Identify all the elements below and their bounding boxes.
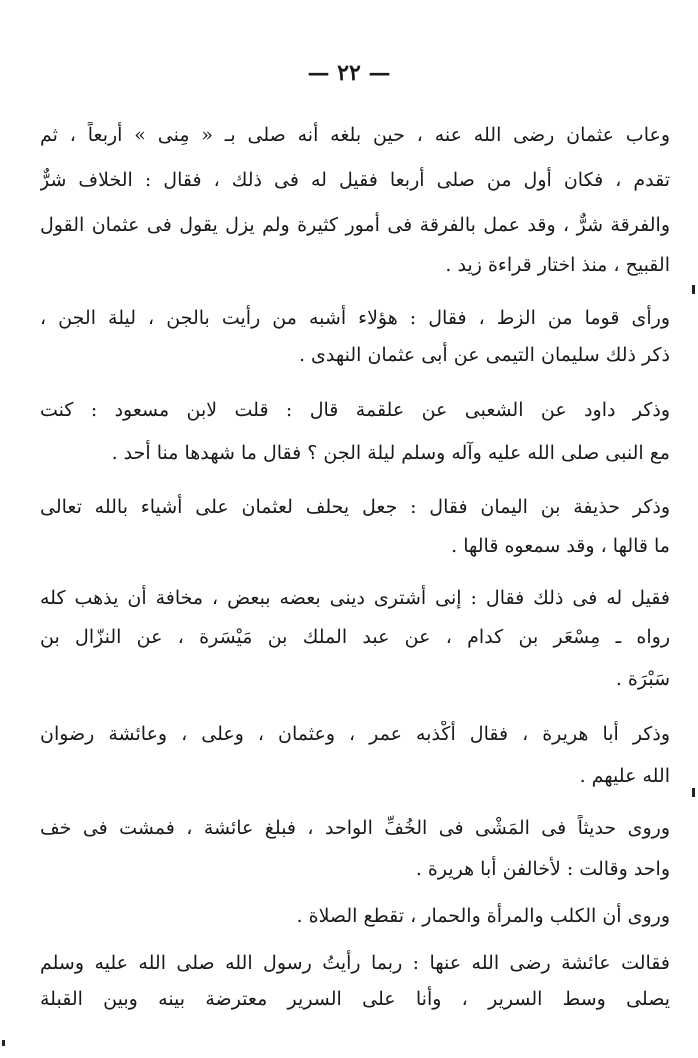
text-line: فقالت عائشة رضى الله عنها : ربما رأيتُ رسول الله صلى الله عليه وسلم — [40, 952, 670, 974]
text-line: واحد وقالت : لأخالفن أبا هريرة . — [415, 858, 670, 880]
text-line: وعاب عثمان رضى الله عنه ، حين بلغه أنه صلى بـ « مِنى » أربعاً ، ثم — [40, 124, 670, 146]
text-line: فقيل له فى ذلك فقال : إنى أشترى دينى بعضه ببعض ، مخافة أن يذهب كله — [40, 587, 670, 609]
text-line: مع النبى صلى الله عليه وآله وسلم ليلة الجن ؟ فقال ما شهدها منا أحد . — [111, 442, 670, 464]
text-line: تقدم ، فكان أول من صلى أربعا فقيل له فى ذلك ، فقال : الخلاف شرٌّ — [40, 169, 670, 191]
text-line: وروى أن الكلب والمرأة والحمار ، تقطع الصلاة . — [296, 905, 670, 927]
text-line: ورأى قوما من الزط ، فقال : هؤلاء أشبه من رأيت بالجن ، ليلة الجن ، — [40, 307, 670, 329]
text-line: والفرقة شرٌّ ، وقد عمل بالفرقة فى أمور كثيرة ولم يزل يقول فى عثمان القول — [40, 214, 670, 236]
text-line: يصلى وسط السرير ، وأنا على السرير معترضة بينه وبين القبلة — [40, 988, 670, 1010]
text-line: الله عليهم . — [579, 765, 670, 787]
text-line: وروى حديثاً فى المَشْى فى الخُفِّ الواحد ، فبلغ عائشة ، فمشت فى خف — [40, 817, 670, 839]
text-line: وذكر أبا هريرة ، فقال أكْذبه عمر ، وعثمان ، وعلى ، وعائشة رضوان — [40, 723, 670, 745]
page-number: — ٢٢ — — [307, 60, 391, 86]
scan-mark — [2, 1040, 5, 1046]
scan-mark — [692, 788, 695, 797]
text-line: ذكر ذلك سليمان التيمى عن أبى عثمان النهدى . — [298, 344, 670, 366]
scan-mark — [692, 285, 695, 294]
text-line: وذكر داود عن الشعبى عن علقمة قال : قلت لابن مسعود : كنت — [40, 399, 670, 421]
text-line: ما قالها ، وقد سمعوه قالها . — [451, 535, 670, 557]
text-line: وذكر حذيفة بن اليمان فقال : جعل يحلف لعثمان على أشياء بالله تعالى — [40, 496, 670, 518]
text-line: سَبْرَة . — [615, 668, 670, 690]
text-line: رواه ـ مِسْعَر بن كدام ، عن عبد الملك بن مَيْسَرة ، عن النزّال بن — [40, 626, 670, 648]
text-line: القبيح ، منذ اختار قراءة زيد . — [445, 254, 670, 276]
